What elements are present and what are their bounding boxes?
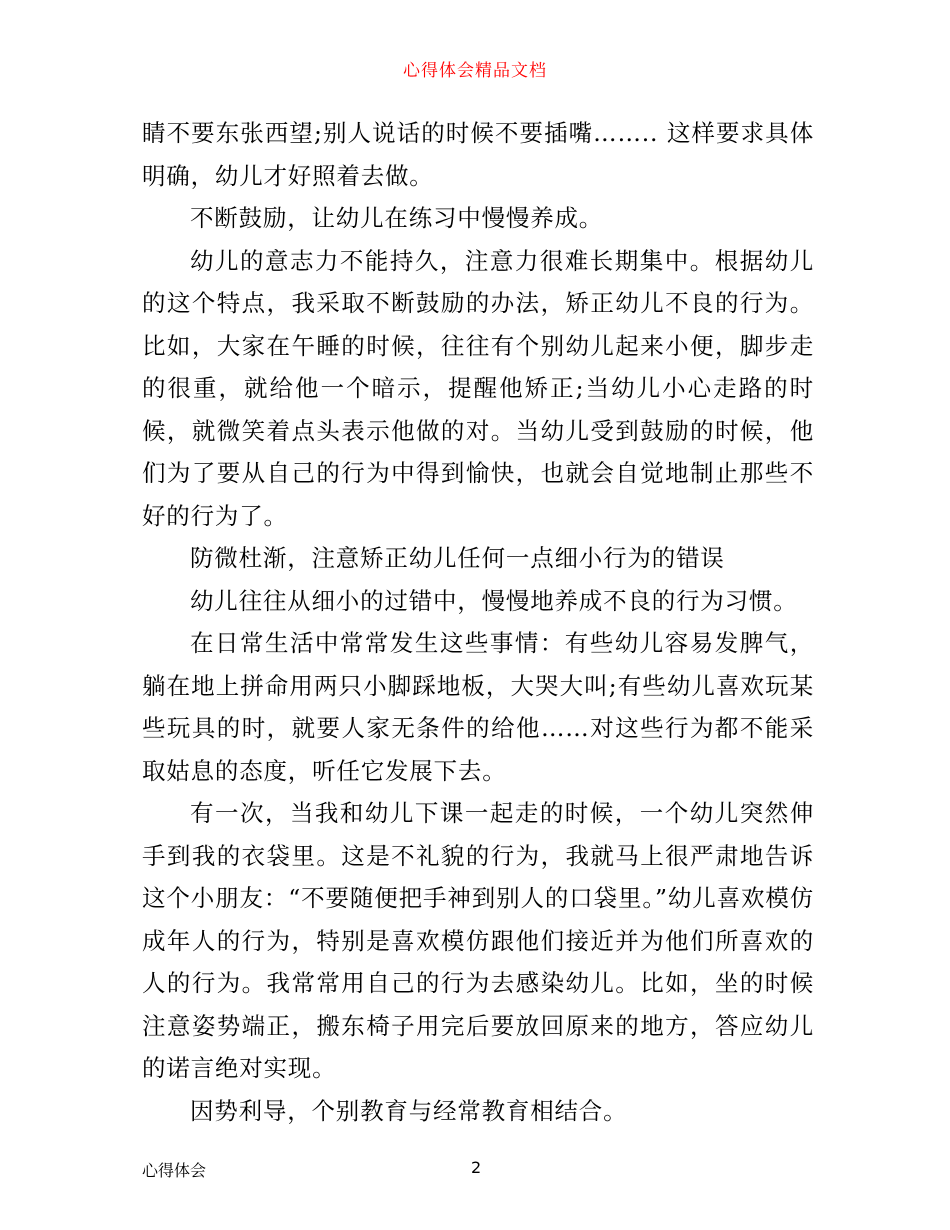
page-header-title: 心得体会精品文档 — [403, 61, 547, 81]
footer-label: 心得体会 — [142, 1161, 207, 1180]
paragraph: 因势利导，个别教育与经常教育相结合。 — [190, 1096, 628, 1125]
paragraph: 防微杜渐，注意矫正幼儿任何一点细小行为的错误 — [190, 544, 725, 572]
paragraph: 有一次，当我和幼儿下课一起走的时候，一个幼儿突然伸手到我的衣袋里。这是不礼貌的行为，我就马上很严肃地告诉这个小朋友：“不要随便把手神到别人的口袋里。”幼儿喜欢模仿成年人的行为，特别是喜欢模仿跟他们接近并为他们所喜欢的人的行为。我常常用自己的行为去感染幼儿。比如，坐的时候注意姿势端正，搬东椅子用完后要放回原来的地方，答应幼儿的诺言绝对实现。 — [142, 799, 814, 1082]
page-footer — [142, 1158, 814, 1182]
paragraph: 幼儿的意志力不能持久，注意力很难长期集中。根据幼儿的这个特点，我采取不断鼓励的办法，矫正幼儿不良的行为。比如，大家在午睡的时候，往往有个别幼儿起来小便，脚步走的很重，就给他一个暗示，提醒他矫正;当幼儿小心走路的时候，就微笑着点头表示他做的对。当幼儿受到鼓励的时候，他们为了要从自己的行为中得到愉快，也就会自觉地制止那些不好的行为了。 — [142, 246, 814, 530]
paragraph: 睛不要东张西望;别人说话的时候不要插嘴…….. 这样要求具体明确，幼儿才好照着去做。 — [142, 119, 814, 190]
page-number: 2 — [471, 1158, 482, 1177]
document-body — [142, 112, 814, 1132]
paragraph: 幼儿往往从细小的过错中，慢慢地养成不良的行为习惯。 — [190, 586, 798, 615]
paragraph: 不断鼓励，让幼儿在练习中慢慢养成。 — [190, 204, 604, 232]
paragraph: 在日常生活中常常发生这些事情：有些幼儿容易发脾气，躺在地上拼命用两只小脚踩地板，大哭大叫;有些幼儿喜欢玩某些玩具的时，就要人家无条件的给他……对这些行为都不能采取姑息的态度，听任它发展下去。 — [142, 629, 814, 785]
